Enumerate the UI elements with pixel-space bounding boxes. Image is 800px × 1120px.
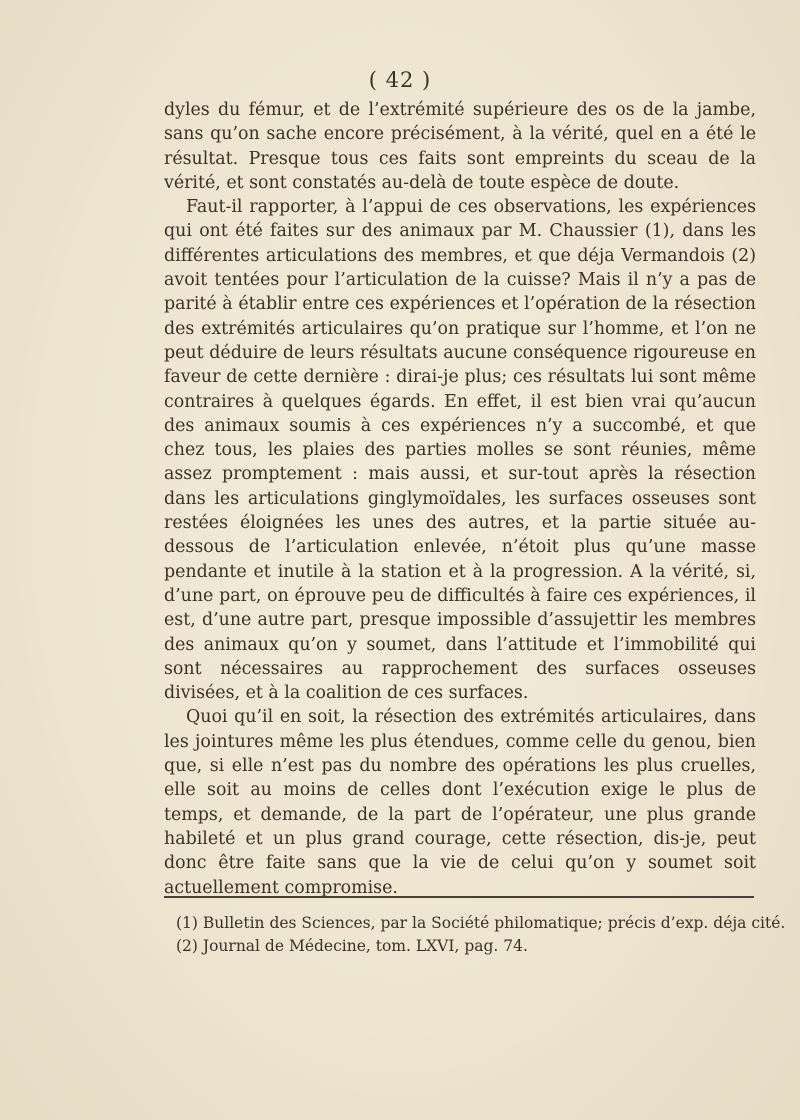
footnote-1: (1) Bulletin des Sciences, par la Société philomatique; précis d’exp. déja cité. bbox=[176, 914, 786, 932]
paragraph-2: Faut-il rapporter, à l’appui de ces observations, les expériences qui ont été faites sur des animaux par M. Chaussier (1), dans les différentes articulations des membres, et que déja Vermandois (2) avoit tentées pour l’articulation de la cuisse? Mais il n’y a pas de parité à établir entre ces expériences et l’opération de la résection des extrémités articulaires qu’on pratique sur l’homme, et l’on ne peut déduire de leurs résultats aucune conséquence rigoureuse en faveur de cette dernière : dirai-je plus; ces résultats lui sont même contraires à quelques égards. En effet, il est bien vrai qu’aucun des animaux soumis à ces expériences n’y a succombé, et que chez tous, les plaies des parties molles se sont réunies, même assez promptement : mais aussi, et sur-tout après la résection dans les articulations ginglymoïdales, les surfaces osseuses sont restées éloignées les unes des autres, et la partie située au-dessous de l’articulation enlevée, n’étoit plus qu’une masse pendante et inutile à la station et à la progression. A la vérité, si, d’une part, on éprouve peu de difficultés à faire ces expériences, il est, d’une autre part, presque impossible d’assujettir les membres des animaux qu’on y soumet, dans l’attitude et l’immobilité qui sont nécessaires au rapprochement des surfaces osseuses divisées, et à la coalition de ces surfaces. bbox=[164, 197, 756, 704]
footnotes bbox=[176, 912, 786, 958]
paragraph-1: dyles du fémur, et de l’extrémité supérieure des os de la jambe, sans qu’on sache encore précisément, à la vérité, quel en a été le résultat. Presque tous ces faits sont empreints du sceau de la vérité, et sont constatés au-delà de toute espèce de doute. bbox=[164, 100, 756, 193]
footnote-divider bbox=[164, 896, 754, 898]
main-text bbox=[164, 98, 756, 900]
paragraph-3: Quoi qu’il en soit, la résection des extrémités articulaires, dans les jointures même les plus étendues, comme celle du genou, bien que, si elle n’est pas du nombre des opérations les plus cruelles, elle soit au moins de celles dont l’exécution exige le plus de temps, et demande, de la part de l’opérateur, une plus grande habileté et un plus grand courage, cette résection, dis-je, peut donc être faite sans que la vie de celui qu’on y soumet soit actuellement compromise. bbox=[164, 707, 756, 898]
footnote-2: (2) Journal de Médecine, tom. LXVI, pag. 74. bbox=[176, 937, 528, 955]
page-number: ( 42 ) bbox=[368, 68, 432, 92]
